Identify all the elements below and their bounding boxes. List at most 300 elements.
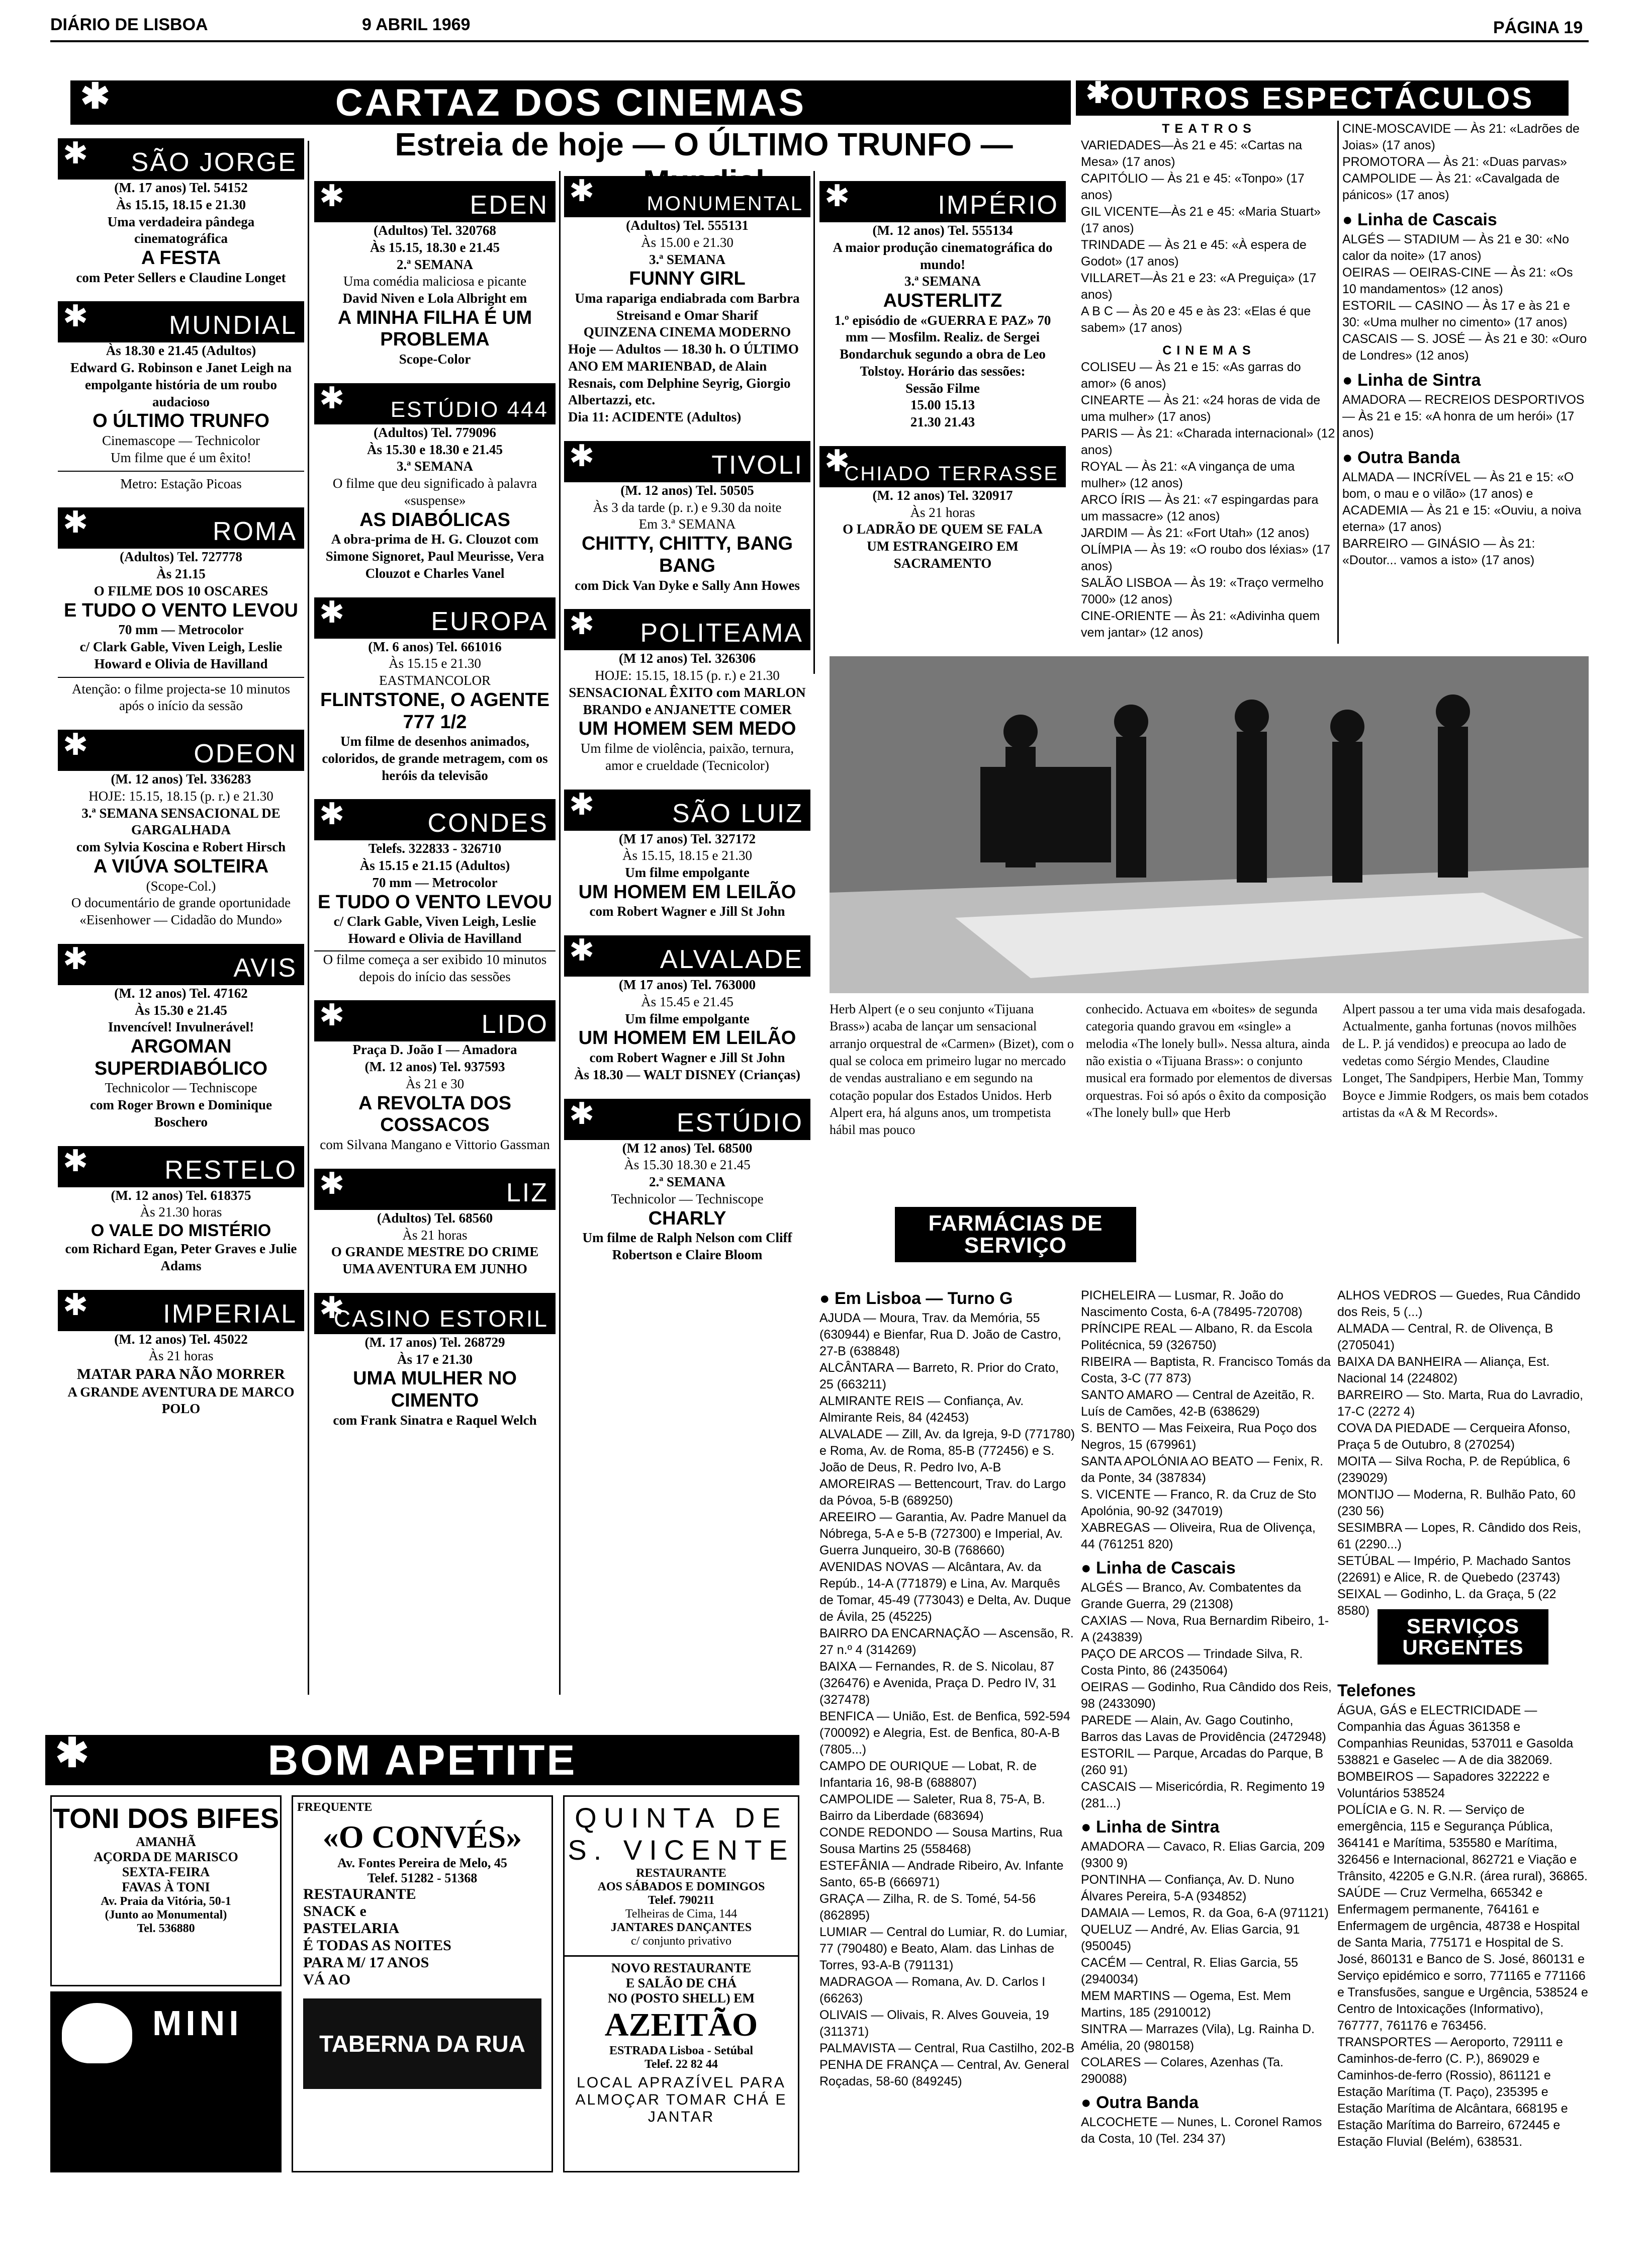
pharmacy-item: MOITA — Silva Rocha, P. de República, 6 (239029) bbox=[1337, 1454, 1571, 1485]
cinema-imperio bbox=[819, 181, 1066, 431]
ad-line: PARA M/ 17 ANOS bbox=[303, 1954, 429, 1971]
film-title: A FESTA bbox=[141, 247, 221, 269]
star-icon: ✱ bbox=[319, 1290, 346, 1325]
column-rule bbox=[1337, 121, 1339, 644]
showtimes: Às 15.30 18.30 e 21.45 bbox=[624, 1157, 751, 1173]
rating-phone: (M 17 anos) Tel. 327172 bbox=[618, 831, 756, 846]
masthead-rule bbox=[50, 40, 1589, 42]
pharmacy-item: SEIXAL — Godinho, L. da Graça, 5 (22 8580) bbox=[1337, 1587, 1556, 1618]
cinema-liz bbox=[314, 1166, 556, 1278]
cinema-name: ODEON bbox=[194, 739, 297, 769]
show-item: PROMOTORA — Às 21: «Duas parvas» bbox=[1342, 155, 1567, 169]
cinema-header bbox=[58, 301, 304, 342]
show-item: OEIRAS — OEIRAS-CINE — Às 21: «Os 10 mandamentos» (12 anos) bbox=[1342, 265, 1573, 296]
restaurant-name: MINI bbox=[152, 2003, 243, 2043]
tavern-sign: TABERNA DA RUA bbox=[303, 1998, 541, 2089]
cast: com Silvana Mangano e Vittorio Gassman bbox=[320, 1137, 550, 1152]
film-title: O ÚLTIMO TRUNFO bbox=[93, 410, 269, 432]
cinema-sao-jorge bbox=[58, 138, 304, 286]
theatre-item: TRINDADE — Às 21 e 45: «À espera de Godot» (17 anos) bbox=[1081, 238, 1307, 269]
ad-toni-dos-bifes bbox=[50, 1795, 282, 1986]
pharmacy-item: AMOREIRAS — Bettencourt, Trav. do Largo da Póvoa, 5-B (689250) bbox=[819, 1476, 1066, 1508]
star-icon: ✱ bbox=[63, 136, 90, 170]
star-icon: ✱ bbox=[63, 728, 90, 762]
film-title: ARGOMAN SUPERDIABÓLICO bbox=[94, 1036, 268, 1079]
rating-phone: (M. 12 anos) Tel. 45022 bbox=[114, 1331, 248, 1347]
cinema-header bbox=[314, 799, 556, 840]
film-title: AS DIABÓLICAS bbox=[359, 509, 510, 531]
service-item: SAÚDE — Cruz Vermelha, 665342 e Enfermagem permanente, 764161 e Enfermagem de urgência, 48738 e Hospital de Santa Maria, 775171 e Hospital de S. José, 860131 e Banco de S. José, 860131 e Serviço epidémico e sorro, 771165 e 771166 e Transfusões, sangue e Urgência, 538524 e Centro de Intoxicações (Informativo), 767777, 761176 e 763456. bbox=[1337, 1885, 1588, 2033]
cinema-item: ARCO ÍRIS — Às 21: «7 espingardas para um massacre» (12 anos) bbox=[1081, 493, 1319, 524]
urgent-services-title: SERVIÇOS URGENTES bbox=[1402, 1614, 1524, 1659]
theatre-item: VILLARET—Às 21 e 23: «A Preguiça» (17 anos) bbox=[1081, 271, 1317, 302]
address: Praça D. João I — Amadora bbox=[352, 1042, 517, 1058]
show-item: CAMPOLIDE — Às 21: «Cavalgada de pánicos» (17 anos) bbox=[1342, 171, 1560, 202]
ad-o-conves bbox=[292, 1795, 553, 2172]
ad-line: RESTAURANTE bbox=[636, 1866, 726, 1880]
rating-phone: (M. 12 anos) Tel. 47162 bbox=[114, 985, 248, 1001]
rating-phone: (M 12 anos) Tel. 326306 bbox=[618, 651, 756, 666]
column-rule bbox=[559, 171, 561, 1695]
tagline: 3.ª SEMANA SENSACIONAL DE GARGALHADA bbox=[81, 805, 281, 838]
ad-line: RESTAURANTE bbox=[303, 1886, 416, 1902]
ad-line: É TODAS AS NOITES bbox=[303, 1937, 451, 1954]
cinema-chiado-terrasse bbox=[819, 446, 1066, 572]
rating-phone: (Adultos) Tel. 555131 bbox=[626, 218, 749, 233]
cinema-item: COLISEU — Às 21 e 15: «As garras do amor» (6 anos) bbox=[1081, 360, 1301, 391]
cast: com Robert Wagner e Jill St John bbox=[589, 904, 785, 919]
pharmacy-item: AMADORA — Cavaco, R. Elias Garcia, 209 (9300 9) bbox=[1081, 1839, 1325, 1870]
show-item: CINE-MOSCAVIDE — Às 21: «Ladrões de Joias» (17 anos) bbox=[1342, 122, 1580, 152]
cinema-header bbox=[564, 1096, 810, 1140]
pharmacy-item: SESIMBRA — Lopes, R. Cândido dos Reis, 61 (2290...) bbox=[1337, 1521, 1581, 1551]
show-item: ALGÉS — STADIUM — Às 21 e 30: «No calor da noite» (17 anos) bbox=[1342, 232, 1570, 263]
caption-col-3: Alpert passou a ter uma vida mais desafogada. Actualmente, ganha fortunas (novos milhões de L. P. já vendidos) e preocupa ao lado de vedetas como Sérgio Mendes, Claudine Longet, The Sandpipers, Herbie Man, Tommy Boyce e Jimmie Rodgers, os mais bem cotados artistas da «A & M Records». bbox=[1342, 1002, 1589, 1120]
cinema-sao-luiz bbox=[564, 787, 810, 921]
cinema-header bbox=[314, 1166, 556, 1210]
cast: com Robert Wagner e Jill St John bbox=[589, 1050, 785, 1066]
film-title: A REVOLTA DOS COSSACOS bbox=[358, 1092, 511, 1136]
cast: com Sylvia Koscina e Robert Hirsch bbox=[76, 839, 286, 855]
showtimes: Às 15.30 e 18.30 e 21.45 bbox=[367, 442, 503, 457]
pharmacy-item: SANTO AMARO — Central de Azeitão, R. Luís de Camões, 42-B (638629) bbox=[1081, 1388, 1315, 1419]
rating-phone: (Adultos) Tel. 779096 bbox=[374, 424, 496, 440]
regional-shows-column: CINE-MOSCAVIDE — Às 21: «Ladrões de Joias» (17 anos) PROMOTORA — Às 21: «Duas parvas» CAMPOLIDE — Às 21: «Cavalgada de pánicos» (17 anos) ● Linha de Cascais ALGÉS — STADIUM — Às 21 e 30: «No calor da noite» (17 anos) OEIRAS — OEIRAS-CINE — Às 21: «Os 10 mandamentos» (12 anos) ESTORIL — CASINO — Às 17 e às 21 e 30: «Uma mulher no cimento» (17 anos) CASCAIS — S. JOSÉ — Às 21 e 30: «Ouro de Londres» (12 anos) ● Linha de Sintra AMADORA — RECREIOS DESPORTIVOS — Às 21 e 15: «A honra de um herói» (17 anos) ● Outra Banda ALMADA — INCRÍVEL — Às 21 e 15: «O bom, o mau e o vilão» (17 anos) e ACADEMIA — Às 21 e 15: «Ouviu, a noiva eterna» (17 anos) BARREIRO — GINÁSIO — Às 21: «Doutor... vamos a isto» (17 anos) bbox=[1342, 121, 1589, 569]
showtimes: Às 15.00 e 21.30 bbox=[641, 234, 733, 250]
pharmacy-item: BAIXA DA BANHEIRA — Aliança, Est. Nacional 14 (224802) bbox=[1337, 1355, 1550, 1385]
tagline: Edward G. Robinson e Janet Leigh na empolgante história de um roubo audacioso bbox=[70, 360, 292, 409]
pharmacy-item: CASCAIS — Misericórdia, R. Regimento 19 (281...) bbox=[1081, 1779, 1325, 1810]
cast: Uma rapariga endiabrada com Barbra Streisand e Omar Sharif bbox=[575, 290, 800, 323]
cinema-header bbox=[58, 730, 304, 771]
showtimes: Às 21 horas bbox=[910, 504, 975, 520]
cinema-header bbox=[58, 941, 304, 985]
cascais-pharmacy-heading: Linha de Cascais bbox=[1095, 1558, 1236, 1578]
showtimes: HOJE: 15.15, 18.15 (p. r.) e 21.30 bbox=[595, 668, 780, 683]
cinema-header bbox=[58, 1287, 304, 1331]
film-title: O LADRÃO DE QUEM SE FALA bbox=[843, 521, 1043, 537]
showtimes: Às 15.45 e 21.45 bbox=[641, 994, 733, 1009]
cinema-name: POLITEAMA bbox=[640, 619, 803, 648]
note: O documentário de grande oportunidade «Eisenhower — Cidadão do Mundo» bbox=[71, 895, 291, 927]
ad-line: AMANHÃ bbox=[136, 1835, 196, 1849]
format: Technicolor — Techniscope bbox=[105, 1080, 257, 1096]
showtimes: Às 15.15 e 21.30 bbox=[389, 656, 481, 671]
bom-apetite-title: BOM APETITE bbox=[267, 1736, 577, 1784]
pharmacy-item: S. VICENTE — Franco, R. da Cruz de Sto Apolónia, 90-92 (347019) bbox=[1081, 1488, 1317, 1518]
pharmacy-item: PENHA DE FRANÇA — Central, Av. General Roçadas, 58-60 (849245) bbox=[819, 2057, 1069, 2088]
pharmacies-column-2: PICHELEIRA — Lusmar, R. João do Nascimento Costa, 6-A (78495-720708) PRÍNCIPE REAL — Albano, R. da Escola Politécnica, 59 (326750) RIBEIRA — Baptista, R. Francisco Tomás da Costa, 3-C (77 873) SANTO AMARO — Central de Azeitão, R. Luís de Camões, 42-B (638629) S. BENTO — Mas Feixeira, Rua Poço dos Negros, 15 (679961) SANTA APOLÓNIA AO BEATO — Fenix, R. da Ponte, 34 (387834) S. VICENTE — Franco, R. da Cruz de Sto Apolónia, 90-92 (347019) XABREGAS — Oliveira, Rua de Olivença, 44 (761251 820) ● Linha de Cascais ALGÉS — Branco, Av. Combatentes da Grande Guerra, 29 (21308) CAXIAS — Nova, Rua Bernardim Ribeiro, 1-A (243839) PAÇO DE ARCOS — Trindade Silva, R. Costa Pinto, 86 (2435064) OEIRAS — Godinho, Rua Cândido dos Reis, 98 (2433090) PAREDE — Alain, Av. Gago Coutinho, Barros das Lavas de Providência (2472948) ESTORIL — Parque, Arcadas do Parque, B (260 91) CASCAIS — Misericórdia, R. Regimento 19 (281...) ● Linha de Sintra AMADORA — Cavaco, R. Elias Garcia, 209 (9300 9) PONTINHA — Confiança, Av. D. Nuno Álvares Pereira, 5-A (934852) DAMAIA — Lemos, R. da Goa, 6-A (971121) QUELUZ — André, Av. Elias Garcia, 91 (950045) CACÉM — Central, R. Elias Garcia, 55 (2940034) MEM MARTINS — Ogema, Est. Mem Martins, 185 (2910012) SINTRA — Marrazes (Vila), Lg. Rainha D. Amélia, 20 (980158) COLARES — Colares, Azenhas (Ta. 290088) ● Outra Banda ALCOCHETE — Nunes, L. Coronel Ramos da Costa, 10 (Tel. 234 37) bbox=[1081, 1287, 1332, 2147]
pharmacy-item: MEM MARTINS — Ogema, Est. Mem Martins, 185 (2910012) bbox=[1081, 1988, 1291, 2020]
pharmacies-banner bbox=[895, 1207, 1136, 1262]
cinema-header bbox=[564, 609, 810, 650]
ad-line: AOS SÁBADOS E DOMINGOS bbox=[597, 1880, 765, 1893]
star-icon: ✱ bbox=[55, 1730, 91, 1775]
film-title: UMA MULHER NO CIMENTO bbox=[353, 1368, 517, 1411]
urgent-services-banner bbox=[1378, 1609, 1548, 1665]
ad-mini bbox=[50, 1991, 282, 2172]
ad-line: Av. Praia da Vitória, 50-1 bbox=[101, 1895, 231, 1908]
showtimes: Às 15.30 e 21.45 bbox=[135, 1002, 227, 1018]
show-item: BARREIRO — GINÁSIO — Às 21: «Doutor... vamos a isto» (17 anos) bbox=[1342, 536, 1535, 567]
tagline: A maior produção cinematográfica do mundo! bbox=[833, 239, 1053, 272]
tagline: Uma verdadeira pândega cinematográfica bbox=[107, 214, 255, 246]
rating-phone: (M. 12 anos) Tel. 50505 bbox=[620, 482, 754, 498]
week: 2.ª SEMANA bbox=[649, 1174, 726, 1190]
cinema-restelo bbox=[58, 1146, 304, 1275]
cinema-lido bbox=[314, 1000, 556, 1153]
pharmacy-item: ALMADA — Central, R. de Olivença, B (2705041) bbox=[1337, 1322, 1553, 1352]
cinema-header bbox=[58, 138, 304, 180]
rating-phone: (M. 17 anos) Tel. 268729 bbox=[364, 1334, 505, 1350]
cinema-name: CONDES bbox=[427, 809, 548, 838]
cinema-header bbox=[314, 181, 556, 222]
cast: com Peter Sellers e Claudine Longet bbox=[76, 270, 286, 285]
rating-phone: (Adultos) Tel. 727778 bbox=[120, 549, 242, 565]
rating-phone: (M. 12 anos) Tel. 320917 bbox=[872, 487, 1013, 503]
pharmacy-item: ESTORIL — Parque, Arcadas do Parque, B (260 91) bbox=[1081, 1746, 1324, 1777]
cinema-header bbox=[314, 1000, 556, 1041]
star-icon: ✱ bbox=[569, 607, 596, 641]
star-icon: ✱ bbox=[63, 1287, 90, 1322]
theatres-heading: TEATROS bbox=[1162, 122, 1256, 136]
column-rule bbox=[308, 141, 309, 1695]
ad-line: E SALÃO DE CHÁ bbox=[625, 1975, 737, 1990]
cinema-item: ROYAL — Às 21: «A vingança de uma mulher» (12 anos) bbox=[1081, 460, 1295, 490]
festival: QUINZENA CINEMA MODERNO bbox=[583, 324, 791, 340]
pharmacy-item: ALCOCHETE — Nunes, L. Coronel Ramos da Costa, 10 (Tel. 234 37) bbox=[1081, 2115, 1322, 2146]
cinema-tivoli bbox=[564, 441, 810, 594]
ad-line: SEXTA-FEIRA bbox=[122, 1865, 210, 1879]
film-title: UM HOMEM EM LEILÃO bbox=[578, 1027, 796, 1049]
cinema-name: TIVOLI bbox=[711, 450, 803, 480]
cinema-politeama bbox=[564, 609, 810, 774]
cinema-header bbox=[564, 787, 810, 831]
star-icon: ✱ bbox=[63, 299, 90, 333]
pharmacy-item: GRAÇA — Zilha, R. de S. Tomé, 54-56 (862895) bbox=[819, 1891, 1036, 1923]
star-icon: ✱ bbox=[319, 797, 346, 831]
restaurant-name: «O CONVÉS» bbox=[322, 1819, 522, 1855]
film-title: A VIÚVA SOLTEIRA bbox=[93, 855, 269, 877]
cinema-header bbox=[58, 1146, 304, 1187]
pharmacy-item: MONTIJO — Moderna, R. Bulhão Pato, 60 (230 56) bbox=[1337, 1488, 1576, 1518]
pharmacy-item: OEIRAS — Godinho, Rua Cândido dos Reis, 98 (2433090) bbox=[1081, 1680, 1332, 1711]
ad-line: ESTRADA Lisboa - Setúbal bbox=[609, 2044, 754, 2057]
note: Atenção: o filme projecta-se 10 minutos após o início da sessão bbox=[58, 677, 304, 715]
note: Um filme de violência, paixão, ternura, amor e crueldade (Tecnicolor) bbox=[580, 741, 794, 773]
pharmacy-item: PAREDE — Alain, Av. Gago Coutinho, Barros das Lavas de Providência (2472948) bbox=[1081, 1713, 1326, 1744]
note: Às 18.30 — WALT DISNEY (Crianças) bbox=[574, 1067, 801, 1082]
film-title: E TUDO O VENTO LEVOU bbox=[64, 599, 298, 621]
cinema-eden bbox=[314, 181, 556, 368]
cinema-header bbox=[564, 441, 810, 482]
star-icon: ✱ bbox=[319, 381, 346, 415]
ad-line: Av. Fontes Pereira de Melo, 45 bbox=[337, 1856, 507, 1870]
note: O filme começa a ser exibido 10 minutos depois do início das sessões bbox=[314, 950, 556, 986]
pharmacy-item: BAIRRO DA ENCARNAÇÃO — Ascensão, R. 27 n.º 4 (314269) bbox=[819, 1626, 1074, 1657]
pharmacy-item: CONDE REDONDO — Sousa Martins, Rua Sousa Martins 25 (558468) bbox=[819, 1825, 1063, 1856]
star-icon: ✱ bbox=[569, 174, 596, 208]
film-title: AUSTERLITZ bbox=[883, 290, 1002, 311]
cinema-name: ESTÚDIO bbox=[676, 1108, 803, 1138]
pharmacy-item: AVENIDAS NOVAS — Alcântara, Av. da Repúb., 14-A (771879) e Lina, Av. Marquês de Tomar, 45-49 (773043) e Delta, Av. Duque de Ávila, 25 (45225) bbox=[819, 1559, 1071, 1624]
column-3 bbox=[564, 176, 810, 1264]
film-title: O GRANDE MESTRE DO CRIME bbox=[331, 1244, 539, 1260]
showtimes: Às 15.15 e 21.15 (Adultos) bbox=[359, 858, 510, 874]
cinema-imperial bbox=[58, 1287, 304, 1418]
cinema-estudio bbox=[564, 1096, 810, 1264]
cascais-heading: Linha de Cascais bbox=[1357, 210, 1497, 229]
week: 2.ª SEMANA bbox=[396, 256, 474, 272]
showtimes: Às 21.15 bbox=[156, 566, 206, 582]
ad-line: Telef. 22 82 44 bbox=[645, 2057, 718, 2071]
cinema-name: AVIS bbox=[233, 953, 297, 983]
rating-phone: (M. 12 anos) Tel. 336283 bbox=[111, 771, 251, 787]
cinema-monumental bbox=[564, 176, 810, 426]
pharmacy-item: COLARES — Colares, Azenhas (Ta. 290088) bbox=[1081, 2055, 1283, 2086]
tagline: Um filme empolgante bbox=[625, 1011, 750, 1026]
cinema-name: CHIADO TERRASSE bbox=[844, 462, 1059, 485]
ad-line: JANTARES DANÇANTES bbox=[610, 1921, 752, 1934]
photo-caption bbox=[830, 1001, 1589, 1139]
sessions-header: Sessão Filme bbox=[905, 380, 980, 396]
format: Technicolor — Techniscope bbox=[611, 1191, 764, 1206]
film-title: CHITTY, CHITTY, BANG BANG bbox=[581, 533, 793, 576]
showtimes: Às 21 horas bbox=[148, 1348, 214, 1364]
cinema-banner bbox=[70, 76, 1071, 125]
week: Em 3.ª SEMANA bbox=[638, 516, 736, 532]
ad-line: LOCAL APRAZÍVEL PARA ALMOÇAR TOMAR CHÁ E JANTAR bbox=[575, 2074, 787, 2125]
star-icon: ✱ bbox=[80, 76, 112, 116]
tagline: O filme que deu significado à palavra «suspense» bbox=[332, 476, 537, 508]
pharmacy-item: SETÚBAL — Império, P. Machado Santos (22691) e Alice, R. de Quebedo (23743) bbox=[1337, 1554, 1571, 1585]
pharmacy-item: CAXIAS — Nova, Rua Bernardim Ribeiro, 1-A (243839) bbox=[1081, 1613, 1329, 1644]
note: Um filme de desenhos animados, coloridos, de grande metragem, com os heróis da televisão bbox=[322, 734, 548, 783]
pharmacy-item: ALVALADE — Zill, Av. da Igreja, 9-D (771780) e Roma, Av. de Roma, 85-B (772456) e S. João de Deus, R. Pedro Ivo, A-B bbox=[819, 1427, 1075, 1474]
service-item: POLÍCIA e G. N. R. — Serviço de emergência, 115 e Segurança Pública, 364141 e Marítima, 535580 e Marítima, 326456 e Internacional, 862721 e Viação e Trânsito, 42205 e G.N.R. (área rural), 36865. bbox=[1337, 1802, 1588, 1883]
pharmacies-column-3 bbox=[1337, 1287, 1589, 1619]
rating-phone: (M 17 anos) Tel. 763000 bbox=[618, 977, 756, 993]
lisbon-heading: Em Lisboa — Turno G bbox=[834, 1289, 1013, 1308]
cast: A obra-prima de H. G. Clouzot com Simone Signoret, Paul Meurisse, Vera Clouzot e Charles Vanel bbox=[325, 532, 544, 581]
format: EASTMANCOLOR bbox=[379, 673, 491, 688]
pharmacy-item: ALCÂNTARA — Barreto, R. Prior do Crato, 25 (663211) bbox=[819, 1360, 1059, 1391]
pharmacy-item: QUELUZ — André, Av. Elias Garcia, 91 (950045) bbox=[1081, 1922, 1300, 1953]
pharmacy-item: ALMIRANTE REIS — Confiança, Av. Almirante Reis, 84 (42453) bbox=[819, 1393, 1024, 1425]
pharmacy-item: BAIXA — Fernandes, R. de S. Nicolau, 87 (326476) e Avenida, Praça D. Pedro IV, 31 (327478) bbox=[819, 1659, 1057, 1707]
ad-line: VÁ AO bbox=[303, 1971, 351, 1988]
cinema-name: ALVALADE bbox=[660, 945, 803, 975]
column-4 bbox=[819, 181, 1066, 572]
cinema-name: SÃO JORGE bbox=[131, 148, 297, 177]
band-photo-illustration bbox=[830, 656, 1589, 993]
cinema-item: CINEARTE — Às 21: «24 horas de vida de uma mulher» (17 anos) bbox=[1081, 393, 1321, 424]
pharmacy-item: SINTRA — Marrazes (Vila), Lg. Rainha D. Amélia, 20 (980158) bbox=[1081, 2022, 1315, 2053]
tagline-2: Um filme que é um êxito! bbox=[111, 450, 251, 465]
star-icon: ✱ bbox=[63, 941, 90, 976]
week: 3.ª SEMANA bbox=[649, 251, 726, 267]
issue-date: 9 ABRIL 1969 bbox=[362, 15, 471, 34]
rating-phone: (M. 6 anos) Tel. 661016 bbox=[368, 639, 502, 654]
cast: SENSACIONAL ÊXITO com MARLON BRANDO e ANJANETTE COMER bbox=[569, 684, 806, 717]
restaurant-name: TONI DOS BIFES bbox=[52, 1802, 280, 1834]
cast: c/ Clark Gable, Viven Leigh, Leslie Howard e Olivia de Havilland bbox=[333, 914, 536, 946]
theatre-item: VARIEDADES—Às 21 e 45: «Cartas na Mesa» (17 anos) bbox=[1081, 138, 1303, 169]
ad-line: Telef. 51282 - 51368 bbox=[367, 1871, 478, 1885]
cinema-header bbox=[564, 935, 810, 977]
film-title: MATAR PARA NÃO MORRER bbox=[76, 1366, 286, 1383]
cinema-estudio-444 bbox=[314, 383, 556, 582]
ad-line: NO (POSTO SHELL) EM bbox=[607, 1990, 755, 2005]
pharmacy-item: XABREGAS — Oliveira, Rua de Olivença, 44 (761251 820) bbox=[1081, 1521, 1316, 1551]
metro-station: Metro: Estação Picoas bbox=[58, 471, 304, 493]
rating-phone: (M. 12 anos) Tel. 555134 bbox=[872, 223, 1013, 238]
page-number: PÁGINA 19 bbox=[1493, 18, 1583, 37]
rating-phone: (Adultos) Tel. 320768 bbox=[374, 223, 496, 238]
showtimes: Às 15.15, 18.15 e 21.30 bbox=[622, 848, 752, 863]
column-2 bbox=[314, 181, 556, 1429]
pharmacy-item: PALMAVISTA — Central, Rua Castilho, 202-B bbox=[819, 2041, 1075, 2055]
cast: David Niven e Lola Albright em bbox=[342, 291, 527, 306]
ad-line: SNACK e bbox=[303, 1903, 366, 1920]
second-feature: UM ESTRANGEIRO EM SACRAMENTO bbox=[867, 539, 1019, 571]
star-icon: ✱ bbox=[63, 505, 90, 540]
session-row: 15.00 15.13 bbox=[910, 397, 975, 413]
cinema-name: IMPÉRIO bbox=[938, 191, 1059, 220]
star-icon: ✱ bbox=[824, 444, 852, 478]
cinema-item: OLÍMPIA — Às 19: «O roubo dos léxias» (17 anos) bbox=[1081, 543, 1331, 573]
cinema-condes bbox=[314, 799, 556, 985]
cinema-item: SALÃO LISBOA — Às 19: «Traço vermelho 7000» (12 anos) bbox=[1081, 576, 1324, 606]
showtimes: Às 21 e 30 bbox=[405, 1076, 465, 1091]
cinema-header bbox=[314, 1290, 556, 1334]
column-1 bbox=[58, 138, 304, 1418]
caption-col-2: conhecido. Actuava em «boites» de segunda categoria quando gravou em «single» a melodia «The lonely bull». Nessa altura, ainda não existia o «Tijuana Brass»: o conjunto musical era formado por elementos de diversas orquestras. Foi só após o êxito da composição «The lonely bull» que Herb bbox=[1086, 1002, 1332, 1120]
cinema-item: PARIS — Às 21: «Charada internacional» (12 anos) bbox=[1081, 426, 1335, 457]
pharmacy-item: RIBEIRA — Baptista, R. Francisco Tomás da Costa, 3-C (77 873) bbox=[1081, 1355, 1331, 1385]
theatre-item: A B C — Às 20 e 45 e às 23: «Elas é que sabem» (17 anos) bbox=[1081, 304, 1311, 335]
star-icon: ✱ bbox=[319, 595, 346, 629]
second-feature: UMA AVENTURA EM JUNHO bbox=[342, 1261, 527, 1276]
pharmacy-item: PICHELEIRA — Lusmar, R. João do Nascimento Costa, 6-A (78495-720708) bbox=[1081, 1288, 1303, 1319]
pharmacy-item: ESTEFÂNIA — Andrade Ribeiro, Av. Infante Santo, 65-B (666971) bbox=[819, 1858, 1064, 1889]
pharmacies-lisbon: ● Em Lisboa — Turno G AJUDA — Moura, Trav. da Memória, 55 (630944) e Bienfar, Rua D. João de Castro, 27-B (638848) ALCÂNTARA — Barreto, R. Prior do Crato, 25 (663211) ALMIRANTE REIS — Confiança, Av. Almirante Reis, 84 (42453) ALVALADE — Zill, Av. da Igreja, 9-D (771780) e Roma, Av. de Roma, 85-B (772456) e S. João de Deus, R. Pedro Ivo, A-B AMOREIRAS — Bettencourt, Trav. do Largo da Póvoa, 5-B (689250) AREEIRO — Garantia, Av. Padre Manuel da Nóbrega, 5-A e 5-B (727300) e Imperial, Av. Guerra Junqueiro, 30-B (768660) AVENIDAS NOVAS — Alcântara, Av. da Repúb., 14-A (771879) e Lina, Av. Marquês de Tomar, 45-49 (773043) e Delta, Av. Duque de Ávila, 25 (45225) BAIRRO DA ENCARNAÇÃO — Ascensão, R. 27 n.º 4 (314269) BAIXA — Fernandes, R. de S. Nicolau, 87 (326476) e Avenida, Praça D. Pedro IV, 31 (327478) BENFICA — União, Est. de Benfica, 592-594 (700092) e Alegria, Est. de Benfica, 80-A-B (7805...) CAMPO DE OURIQUE — Lobat, R. de Infantaria 16, 98-B (688807) CAMPOLIDE — Saleter, Rua 8, 75-A, B. Bairro da Liberdade (683694) CONDE REDONDO — Sousa Martins, Rua Sousa Martins 25 (558468) ESTEFÂNIA — Andrade Ribeiro, Av. Infante Santo, 65-B (666971) GRAÇA — Zilha, R. de S. Tomé, 54-56 (862895) LUMIAR — Central do Lumiar, R. do Lumiar, 77 (790480) e Beato, Alam. das Linhas de Torres, 93-A-B (791131) MADRAGOA — Romana, Av. D. Carlos I (66263) OLIVAIS — Olivais, R. Alves Gouveia, 19 (311371) PALMAVISTA — Central, Rua Castilho, 202-B PENHA DE FRANÇA — Central, Av. General Roçadas, 58-60 (849245) bbox=[819, 1287, 1076, 2090]
pharmacy-item: ALHOS VEDROS — Guedes, Rua Cândido dos Reis, 5 (...) bbox=[1337, 1288, 1581, 1319]
theatres-column bbox=[1081, 121, 1337, 641]
cast: com Roger Brown e Dominique Boschero bbox=[90, 1097, 272, 1129]
pharmacy-item: BENFICA — União, Est. de Benfica, 592-594 (700092) e Alegria, Est. de Benfica, 80-A-B (7805...) bbox=[819, 1709, 1070, 1757]
paper-name: DIÁRIO DE LISBOA bbox=[50, 15, 208, 34]
pharmacy-item: COVA DA PIEDADE — Cerqueira Afonso, Praça 5 de Outubro, 8 (270254) bbox=[1337, 1421, 1571, 1452]
cinema-name: CASINO ESTORIL bbox=[333, 1305, 548, 1332]
cinema-item: CINE-ORIENTE — Às 21: «Adivinha quem vem jantar» (12 anos) bbox=[1081, 609, 1320, 640]
rating-phone: (M 12 anos) Tel. 68500 bbox=[622, 1140, 753, 1156]
star-icon: ✱ bbox=[63, 1144, 90, 1178]
tagline: Um filme empolgante bbox=[625, 865, 750, 880]
ad-line: Telef. 790211 bbox=[648, 1893, 715, 1907]
pharmacy-item: CACÉM — Central, R. Elias Garcia, 55 (2940034) bbox=[1081, 1955, 1299, 1986]
pharmacy-item: BARREIRO — Sto. Marta, Rua do Lavradio, 17-C (2272 4) bbox=[1337, 1388, 1584, 1419]
pharmacy-item: S. BENTO — Mas Feixeira, Rua Poço dos Negros, 15 (679961) bbox=[1081, 1421, 1317, 1452]
cinema-header bbox=[564, 176, 810, 217]
week: 3.ª SEMANA bbox=[396, 459, 474, 474]
show-item: AMADORA — RECREIOS DESPORTIVOS — Às 21 e 15: «A honra de um herói» (17 anos) bbox=[1342, 392, 1585, 440]
cast: Um filme de Ralph Nelson com Cliff Robertson e Claire Bloom bbox=[582, 1230, 792, 1263]
pharmacy-item: PONTINHA — Confiança, Av. D. Nuno Álvares Pereira, 5-A (934852) bbox=[1081, 1872, 1295, 1903]
film-title: FUNNY GIRL bbox=[629, 268, 746, 290]
cinema-name: EDEN bbox=[470, 191, 548, 220]
cinema-alvalade bbox=[564, 935, 810, 1083]
rating-phone: (M. 17 anos) Tel. 54152 bbox=[114, 180, 248, 195]
other-shows-title: OUTROS ESPECTÁCULOS bbox=[1110, 81, 1534, 115]
cinema-header bbox=[819, 181, 1066, 222]
note: 1.º episódio de «GUERRA E PAZ» 70 mm — Mosfilm. Realiz. de Sergei Bondarchuk segundo a obra de Leo Tolstoy. Horário das sessões: bbox=[834, 312, 1051, 379]
pharmacy-item: CAMPO DE OURIQUE — Lobat, R. de Infantaria 16, 98-B (688807) bbox=[819, 1759, 1037, 1790]
star-icon: ✱ bbox=[824, 179, 852, 213]
cinema-name: ESTÚDIO 444 bbox=[390, 397, 548, 422]
ad-quinta-azeitao bbox=[563, 1795, 799, 2172]
showtimes: Às 21.30 horas bbox=[140, 1204, 222, 1220]
film-title: E TUDO O VENTO LEVOU bbox=[318, 891, 552, 913]
pharmacy-item: OLIVAIS — Olivais, R. Alves Gouveia, 19 (311371) bbox=[819, 2008, 1049, 2039]
showtimes: Às 18.30 e 21.45 (Adultos) bbox=[106, 343, 256, 359]
star-icon: ✱ bbox=[319, 179, 346, 213]
second-feature: A GRANDE AVENTURA DE MARCO POLO bbox=[67, 1384, 295, 1417]
cinema-header bbox=[314, 597, 556, 639]
film-title: UM HOMEM EM LEILÃO bbox=[578, 881, 796, 903]
note-2: Dia 11: ACIDENTE (Adultos) bbox=[568, 409, 742, 425]
ad-line: c/ conjunto privativo bbox=[631, 1934, 731, 1948]
cast: c/ Clark Gable, Viven Leigh, Leslie Howard e Olivia de Havilland bbox=[79, 639, 283, 671]
star-icon: ✱ bbox=[319, 1166, 346, 1200]
star-icon: ✱ bbox=[569, 1096, 596, 1130]
showtimes: Às 15.15, 18.15 e 21.30 bbox=[116, 197, 246, 212]
film-title: A MINHA FILHA É UM PROBLEMA bbox=[337, 307, 532, 351]
sintra-heading: Linha de Sintra bbox=[1357, 370, 1481, 390]
week: 3.ª SEMANA bbox=[904, 274, 981, 289]
pharmacy-item: PRÍNCIPE REAL — Albano, R. da Escola Politécnica, 59 (326750) bbox=[1081, 1322, 1313, 1352]
pharmacy-item: SANTA APOLÓNIA AO BEATO — Fenix, R. da Ponte, 34 (387834) bbox=[1081, 1454, 1324, 1485]
pharmacy-item: ALGÉS — Branco, Av. Combatentes da Grande Guerra, 29 (21308) bbox=[1081, 1580, 1302, 1611]
format: 70 mm — Metrocolor bbox=[372, 875, 498, 890]
cinema-header bbox=[58, 507, 304, 549]
ad-line: Tel. 536880 bbox=[137, 1922, 195, 1935]
format: Cinemascope — Technicolor bbox=[102, 433, 260, 449]
showtimes: Às 15.15, 18.30 e 21.45 bbox=[370, 239, 500, 255]
ad-line: NOVO RESTAURANTE bbox=[611, 1960, 752, 1975]
banda-heading: Outra Banda bbox=[1357, 448, 1460, 467]
format: 70 mm — Metrocolor bbox=[118, 622, 244, 638]
